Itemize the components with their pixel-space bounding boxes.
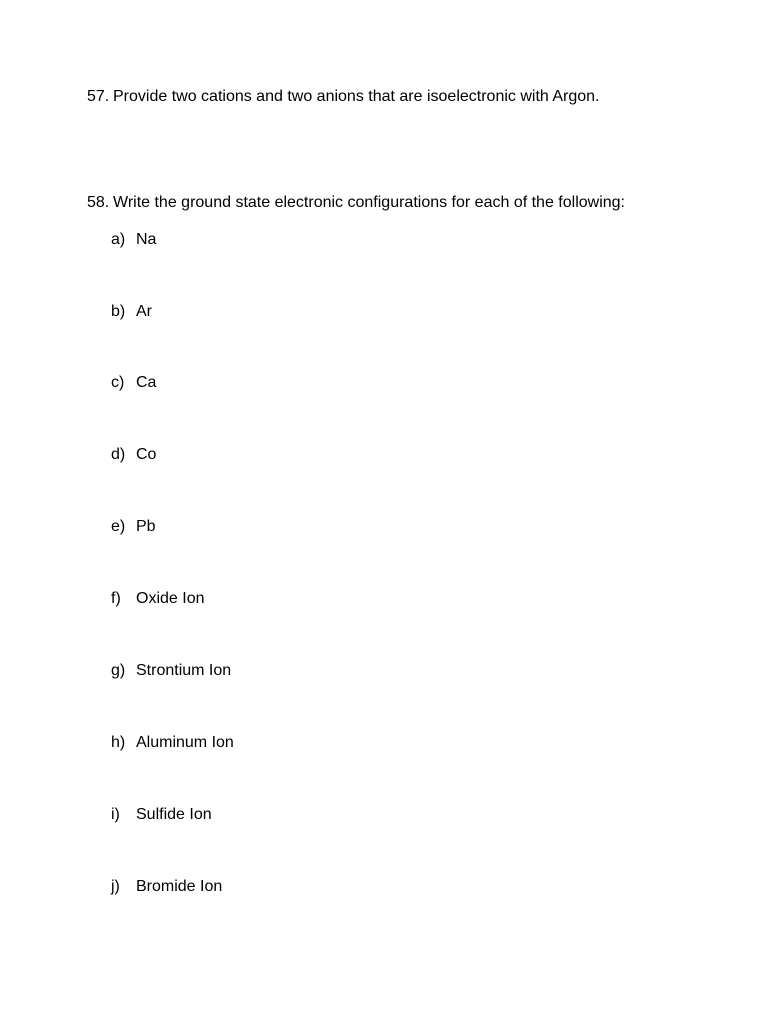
sub-item-letter: e) [111, 518, 126, 535]
question-58 [87, 193, 625, 213]
sub-item-letter: j) [111, 878, 120, 895]
question-text: Write the ground state electronic configurations for each of the following: [113, 194, 625, 211]
sub-item-d [111, 445, 156, 465]
sub-item-i [111, 805, 212, 825]
sub-item-label: Pb [136, 518, 156, 535]
question-number: 57. [87, 88, 110, 105]
sub-item-label: Aluminum Ion [136, 734, 234, 751]
sub-item-label: Co [136, 446, 157, 463]
sub-item-letter: g) [111, 662, 126, 679]
sub-item-c [111, 373, 156, 393]
sub-item-letter: h) [111, 734, 126, 751]
sub-item-label: Bromide Ion [136, 878, 223, 895]
question-number: 58. [87, 194, 110, 211]
sub-item-letter: c) [111, 374, 125, 391]
sub-item-h [111, 733, 234, 753]
sub-item-j [111, 877, 222, 897]
sub-item-label: Ar [136, 303, 152, 320]
sub-item-label: Sulfide Ion [136, 806, 212, 823]
sub-item-g [111, 661, 231, 681]
sub-item-label: Strontium Ion [136, 662, 232, 679]
sub-item-f [111, 589, 204, 609]
sub-item-label: Na [136, 231, 157, 248]
sub-item-letter: b) [111, 303, 126, 320]
sub-item-letter: a) [111, 231, 126, 248]
sub-item-letter: d) [111, 446, 126, 463]
sub-item-letter: i) [111, 806, 120, 823]
sub-item-b [111, 302, 152, 322]
sub-item-label: Oxide Ion [136, 590, 205, 607]
sub-item-a [111, 230, 156, 250]
question-text: Provide two cations and two anions that are isoelectronic with Argon. [113, 88, 600, 105]
sub-item-label: Ca [136, 374, 157, 391]
sub-item-e [111, 517, 156, 537]
sub-item-letter: f) [111, 590, 121, 607]
question-57 [87, 87, 600, 107]
